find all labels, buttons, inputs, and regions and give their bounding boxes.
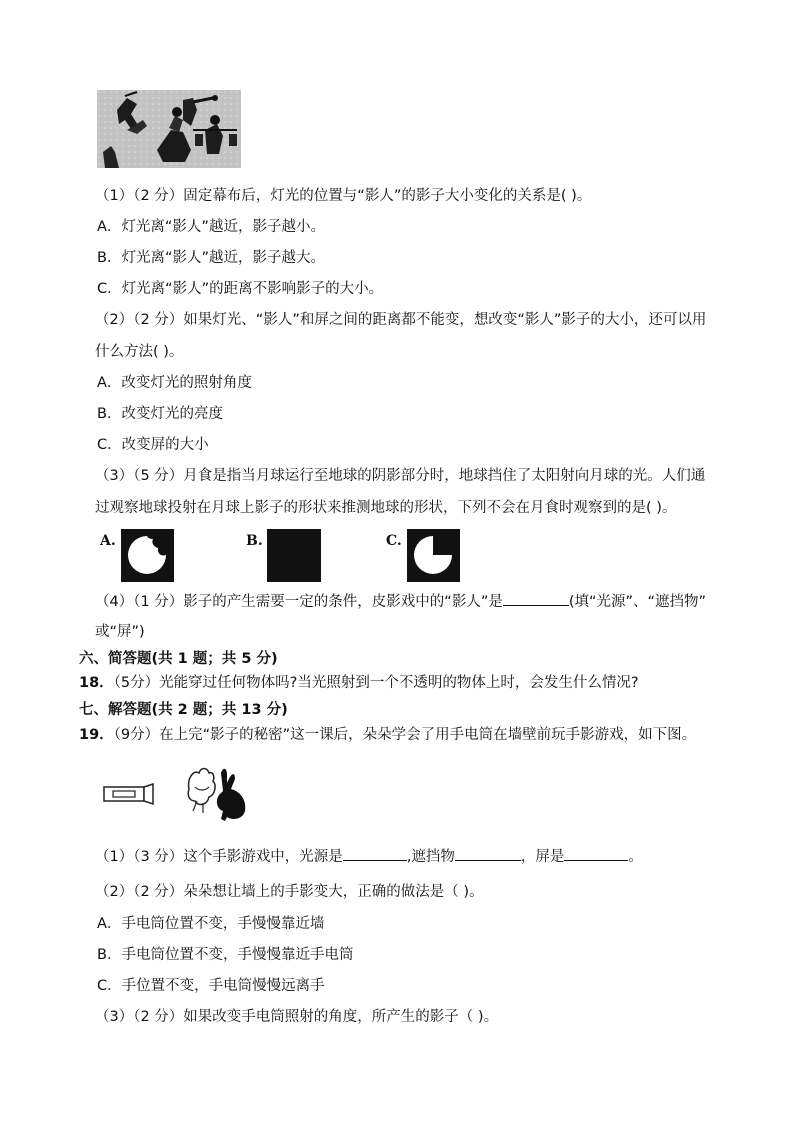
- q19-sub1-text-a: （1）（3 分）这个手影游戏中，光源是: [95, 849, 343, 865]
- moon-option-b-image[interactable]: [267, 529, 321, 582]
- q17-sub2-prompt-line2: 什么方法( )。: [95, 344, 184, 360]
- q18-line: [79, 673, 639, 693]
- q19-sub2-option-a[interactable]: A．手电筒位置不变，手慢慢靠近墙: [97, 916, 325, 932]
- q19-sub2-prompt: （2）（2 分）朵朵想让墙上的手影变大，正确的做法是（ )。: [95, 884, 484, 900]
- q17-sub1-option-a[interactable]: A．灯光离“影人”越近，影子越小。: [97, 219, 325, 235]
- shadow-puppet-image: [97, 90, 241, 168]
- q19-sub1-text-d: 。: [628, 849, 643, 865]
- q17-sub4-blank[interactable]: [503, 591, 569, 606]
- moon-option-c-image[interactable]: [407, 529, 460, 582]
- q17-sub1-prompt: （1）（2 分）固定幕布后，灯光的位置与“影人”的影子大小变化的关系是( )。: [95, 188, 592, 204]
- screen-blank[interactable]: [564, 846, 628, 861]
- q17-sub4-prompt-line2: 或“屏”): [95, 624, 145, 640]
- q17-sub1-option-b[interactable]: B．灯光离“影人”越近，影子越大。: [97, 250, 325, 266]
- q17-sub4-text-a: （4）（1 分）影子的产生需要一定的条件，皮影戏中的“影人”是: [95, 594, 503, 610]
- obstacle-blank[interactable]: [455, 846, 521, 861]
- q19-sub1-line: [95, 846, 643, 867]
- hand-shadow-image: [183, 765, 253, 823]
- q17-sub3-prompt-line1: （3）（5 分）月食是指当月球运行至地球的阴影部分时，地球挡住了太阳射向月球的光。人们通: [95, 468, 706, 484]
- light-source-blank[interactable]: [343, 846, 407, 861]
- q18-number: 18．: [79, 675, 114, 691]
- q19-sub3-prompt: （3）（2 分）如果改变手电筒照射的角度，所产生的影子（ )。: [95, 1009, 499, 1025]
- moon-option-c-label[interactable]: C.: [386, 533, 402, 549]
- q17-sub2-option-b[interactable]: B．改变灯光的亮度: [97, 406, 223, 422]
- q17-sub2-prompt-line1: （2）（2 分）如果灯光、“影人”和屏之间的距离都不能变，想改变“影人”影子的大小，还可以用: [95, 312, 707, 328]
- q17-sub3-prompt-line2: 过观察地球投射在月球上影子的形状来推测地球的形状，下列不会在月食时观察到的是( )。: [95, 500, 677, 516]
- section7-heading: 七、解答题(共 2 题；共 13 分): [79, 702, 288, 718]
- moon-option-a-label[interactable]: A.: [100, 533, 116, 549]
- q17-sub4-text-b: (填“光源”、“遮挡物”: [568, 594, 707, 610]
- q19-sub2-option-b[interactable]: B．手电筒位置不变，手慢慢靠近手电筒: [97, 947, 354, 963]
- q19-sub1-text-b: ,遮挡物: [406, 849, 455, 865]
- moon-option-b-label[interactable]: B.: [246, 533, 263, 549]
- q17-sub2-option-c[interactable]: C．改变屏的大小: [97, 437, 209, 453]
- q19-number: 19．: [79, 727, 114, 743]
- q19-sub2-option-c[interactable]: C．手位置不变，手电筒慢慢远离手: [97, 978, 325, 994]
- q19-text: （9分）在上完“影子的秘密”这一课后，朵朵学会了用手电筒在墙壁前玩手影游戏，如下图。: [113, 727, 697, 743]
- q19-line: [79, 725, 696, 745]
- flashlight-icon: [103, 783, 155, 805]
- section6-heading: 六、简答题(共 1 题；共 5 分): [79, 651, 278, 667]
- q19-sub1-text-c: ，屏是: [520, 849, 565, 865]
- q17-sub1-option-c[interactable]: C．灯光离“影人”的距离不影响影子的大小。: [97, 281, 384, 297]
- q18-text: （5分）光能穿过任何物体吗?当光照射到一个不透明的物体上时，会发生什么情况?: [113, 675, 639, 691]
- moon-option-a-image[interactable]: [121, 529, 174, 582]
- q17-sub4-prompt-line1: [95, 591, 706, 612]
- q17-sub2-option-a[interactable]: A．改变灯光的照射角度: [97, 375, 252, 391]
